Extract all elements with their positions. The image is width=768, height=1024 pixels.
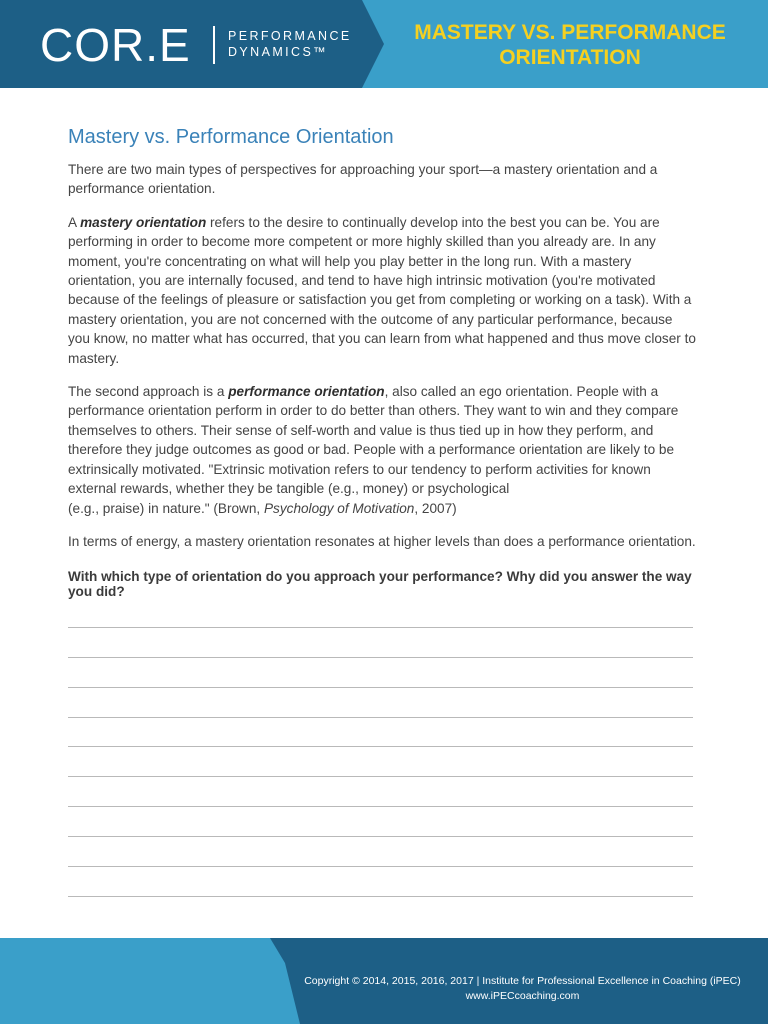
citation-year: , 2007) [414, 500, 457, 516]
answer-line[interactable] [68, 688, 693, 718]
intro-paragraph: There are two main types of perspectives for approaching your sport—a mastery orientation and a performance orientation. [68, 162, 658, 197]
section-title: Mastery vs. Performance Orientation [68, 126, 394, 148]
footer-text [300, 974, 745, 1004]
page-footer [0, 938, 768, 1024]
mastery-body: refers to the desire to continually develop into the best you can be. You are performing in order to become more competent or more highly skilled than you already are. In any moment, you're concentrating on what will help you play better in the long run. With a mastery orientation, you are internally focused, and tend to have high intrinsic motivation (you're motivated because of the feelings of pleasure or satisfaction you get from completing or working on a task). With a mastery orientation, you are not concerned with the outcome of any particular performance, because you know, no matter what has occurred, that you can learn from what happened and thus move closer to mastery. [68, 214, 696, 366]
answer-line[interactable] [68, 777, 693, 807]
worksheet-content [68, 124, 698, 599]
header-title-line-1: MASTERY VS. PERFORMANCE [414, 21, 726, 44]
mastery-lead: A [68, 214, 81, 230]
answer-line[interactable] [68, 837, 693, 867]
answer-line[interactable] [68, 628, 693, 658]
answer-line[interactable] [68, 598, 693, 628]
page-header [0, 0, 768, 88]
answer-line[interactable] [68, 867, 693, 897]
logo-subtitle-line-2: DYNAMICS™ [228, 45, 329, 59]
answer-line[interactable] [68, 658, 693, 688]
logo-subtitle-line-1: PERFORMANCE [228, 29, 352, 43]
mastery-term: mastery orientation [80, 214, 207, 230]
citation-title: Psychology of Motivation [263, 500, 415, 516]
reflection-question: With which type of orientation do you approach your performance? Why did you answer the way you did? [68, 569, 692, 600]
website-link[interactable]: www.iPECcoaching.com [465, 990, 580, 1002]
logo-subtitle [228, 28, 352, 60]
answer-line[interactable] [68, 718, 693, 748]
performance-body: , also called an ego orientation. People with a performance orientation perform in order to do better than others. They want to win and they compare themselves to others. Their sense of self-worth and value is thus tied up in how they perform, and therefore they judge outcomes as good or bad. People with a performance orientation are likely to be extrinsically motivated. "Extrinsic motivation refers to our tendency to perform activities for known external rewards, whether they be tangible (e.g., money) or psychological [68, 384, 679, 497]
answer-line[interactable] [68, 747, 693, 777]
performance-paragraph [68, 382, 698, 518]
logo-divider [213, 26, 215, 64]
answer-lines [68, 598, 693, 897]
header-title-line-2: ORIENTATION [499, 46, 641, 69]
answer-line[interactable] [68, 807, 693, 837]
performance-term: performance orientation [228, 384, 385, 400]
mastery-paragraph [68, 213, 698, 368]
copyright-text: Copyright © 2014, 2015, 2016, 2017 | Institute for Professional Excellence in Coaching (iPEC) [304, 975, 741, 987]
energy-paragraph: In terms of energy, a mastery orientation resonates at higher levels than does a performance orientation. [68, 533, 696, 549]
logo-wordmark: COR.E [40, 19, 191, 71]
header-title [400, 20, 740, 70]
performance-body-2: (e.g., praise) in nature." (Brown, [68, 500, 264, 516]
performance-lead: The second approach is a [68, 384, 229, 400]
